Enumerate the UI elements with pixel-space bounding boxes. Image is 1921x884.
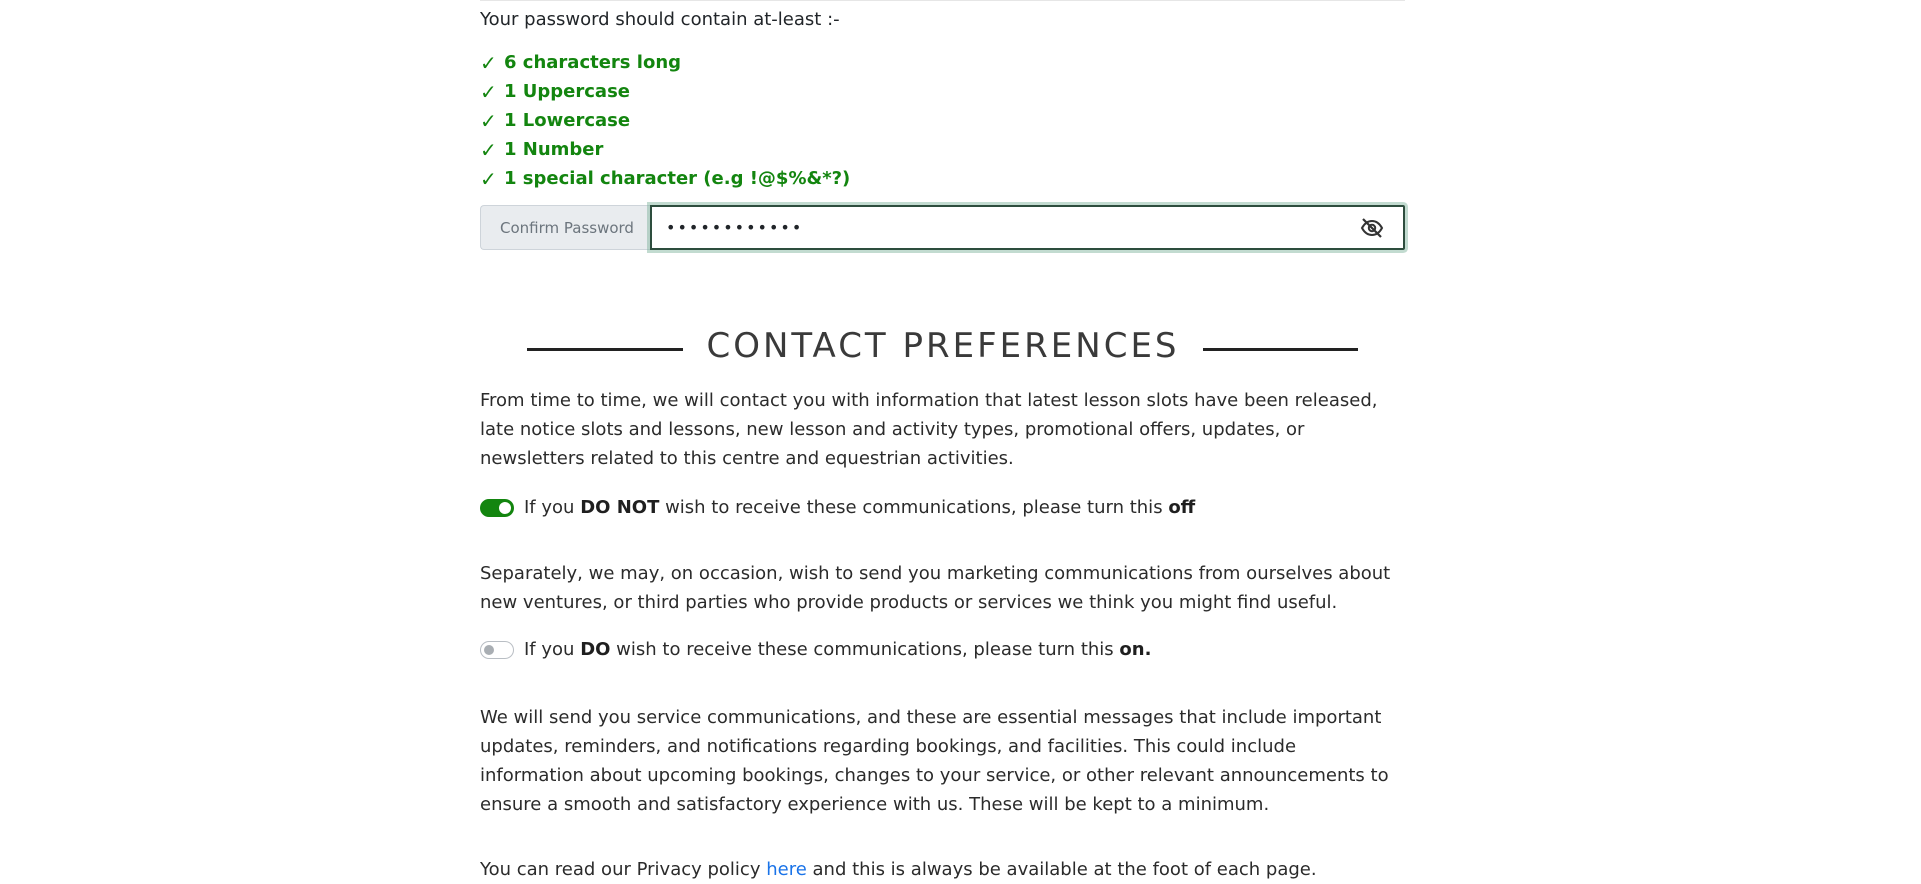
toggle-knob — [499, 502, 511, 514]
contact-intro-text: From time to time, we will contact you with information that latest lesson slots have been released, late notice slots and lessons, new lesson and activity types, promotional offers, updates, or newsletters related to this centre and equestrian activities. — [480, 390, 1378, 469]
communications-toggle[interactable] — [480, 499, 514, 517]
toggle-label-text: wish to receive these communications, please turn this — [665, 497, 1163, 518]
password-rule: ✓ 1 special character (e.g !@$%&*?) — [480, 166, 851, 191]
toggle-label-emphasis: DO NOT — [580, 497, 660, 518]
marketing-text: Separately, we may, on occasion, wish to send you marketing communications from ourselves about new ventures, or third parties who provide products or services we think you might find useful. — [480, 563, 1391, 613]
check-icon: ✓ — [480, 166, 497, 191]
check-icon: ✓ — [480, 108, 497, 133]
privacy-policy-link[interactable]: here — [766, 859, 807, 880]
password-rule: ✓ 6 characters long — [480, 50, 682, 75]
password-rule: ✓ 1 Number — [480, 137, 604, 162]
password-requirements-intro: Your password should contain at-least :- — [480, 9, 840, 30]
toggle-label-pre: If you — [524, 497, 575, 518]
confirm-password-wrapper — [650, 205, 1405, 250]
section-title-text: CONTACT PREFERENCES — [706, 326, 1180, 366]
toggle-label-end: on. — [1119, 639, 1152, 660]
toggle-label-text: wish to receive these communications, please turn this — [616, 639, 1114, 660]
confirm-password-group — [480, 205, 1405, 250]
confirm-password-input[interactable] — [652, 207, 1403, 248]
check-icon: ✓ — [480, 79, 497, 104]
marketing-toggle[interactable] — [480, 641, 514, 659]
divider — [480, 0, 1405, 1]
eye-slash-icon[interactable] — [1359, 216, 1385, 240]
toggle-label-end: off — [1168, 497, 1196, 518]
heading-rule-right — [1203, 348, 1358, 351]
heading-rule-left — [527, 348, 683, 351]
check-icon: ✓ — [480, 50, 497, 75]
toggle-knob — [484, 645, 494, 655]
communications-toggle-row — [480, 493, 1195, 522]
section-heading — [480, 322, 1405, 372]
check-icon: ✓ — [480, 137, 497, 162]
toggle-label-pre: If you — [524, 639, 575, 660]
toggle-label-emphasis: DO — [580, 639, 611, 660]
confirm-password-label: Confirm Password — [480, 205, 650, 250]
password-rule: ✓ 1 Uppercase — [480, 79, 630, 104]
privacy-policy-text: You can read our Privacy policy here and this is always be available at the foot of each page. — [480, 859, 1317, 880]
password-rule: ✓ 1 Lowercase — [480, 108, 631, 133]
password-rules-list — [480, 48, 850, 193]
service-communications-text: We will send you service communications, and these are essential messages that include important updates, reminders, and notifications regarding bookings, and facilities. This could include information about upcoming bookings, changes to your service, or other relevant announcements to ensure a smooth and satisfactory experience with us. These will be kept to a minimum. — [480, 707, 1389, 815]
marketing-toggle-row — [480, 635, 1151, 664]
